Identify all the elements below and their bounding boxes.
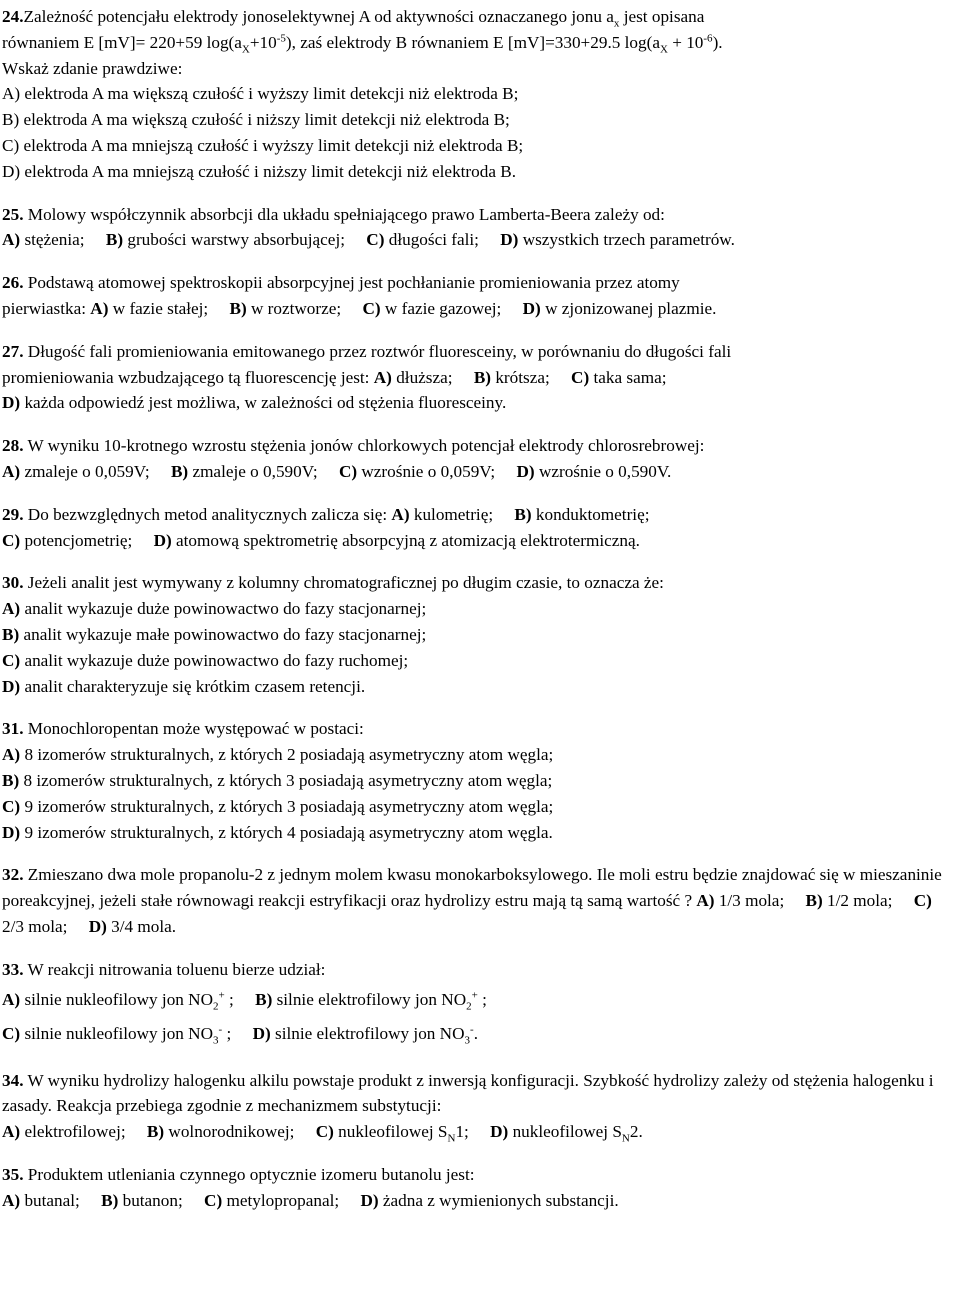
question-number: 25.	[2, 204, 24, 224]
answer-option-b: B) butanon;	[101, 1190, 183, 1210]
answer-option-a: A) silnie nukleofilowy jon $NO_2^+$ ;	[2, 988, 234, 1012]
question-text: Monochloropentan może występować w postaci:	[23, 719, 364, 739]
question-text: W reakcji nitrowania toluenu bierze udział:	[23, 959, 326, 979]
question-number: 28.	[2, 436, 24, 456]
question-27	[2, 339, 958, 416]
question-text: Jeżeli analit jest wymywany z kolumny chromatograficznej po długim czasie, to oznacza że:	[23, 573, 664, 593]
answer-option-b: B) 8 izomerów strukturalnych, z których 3 posiadają asymetryczny atom węgla;	[2, 770, 553, 790]
answer-options: promieniowania wzbudzającego tą fluorescencję jest: A) dłuższa; B) krótsza; C) taka sama;	[2, 367, 667, 387]
question-34	[2, 1068, 958, 1145]
answer-option-b: B) elektroda A ma większą czułość i niższy limit detekcji niż elektroda B;	[2, 110, 510, 130]
answer-option-b: B) zmaleje o 0,590V;	[170, 461, 318, 481]
question-text: Do bezwzględnych metod analitycznych zalicza się:	[23, 504, 392, 524]
answer-option-c: C) w fazie gazowej;	[362, 298, 502, 318]
answer-option-c: C) nukleofilowej $S_N1$;	[315, 1122, 469, 1145]
question-number: 27.	[2, 341, 24, 361]
answer-option-a: A) elektrofilowej;	[2, 1122, 126, 1142]
question-number: 29.	[2, 504, 24, 524]
answer-option-d: D) 3/4 mola.	[88, 916, 177, 936]
answer-option-d: D) żadna z wymienionych substancji.	[360, 1190, 619, 1210]
answer-options	[2, 1188, 958, 1214]
answer-option-b: B) silnie elektrofilowy jon $NO_2^+$ ;	[255, 988, 487, 1012]
answer-option-c: C) 9 izomerów strukturalnych, z których 3 posiadają asymetryczny atom węgla;	[2, 796, 554, 816]
question-prompt: Wskaż zdanie prawdziwe:	[2, 58, 183, 78]
answer-option-a: A) 8 izomerów strukturalnych, z których 2 posiadają asymetryczny atom węgla;	[2, 745, 554, 765]
answer-options	[2, 459, 958, 485]
question-33	[2, 957, 958, 1051]
answer-option-d: D) nukleofilowej $S_N2$.	[490, 1122, 643, 1145]
answer-option-b: B) krótsza;	[473, 367, 550, 387]
question-24	[2, 4, 958, 185]
question-29	[2, 502, 958, 554]
answer-options	[2, 528, 958, 554]
question-number: 30.	[2, 573, 24, 593]
answer-option-d: D) w zjonizowanej plazmie.	[522, 298, 717, 318]
answer-option-a: A) stężenia;	[2, 230, 85, 250]
question-25	[2, 202, 958, 254]
question-text: Zmieszano dwa mole propanolu-2 z jednym molem kwasu monokarboksylowego. Ile moli estru będzie znajdować się w mieszaninie poreakcyjnej, jeżeli stałe równowagi reakcji estryfikacji oraz hydrolizy estru mają tą samą wartość ?	[2, 865, 942, 911]
question-31	[2, 716, 958, 845]
answer-options	[2, 1017, 958, 1051]
question-24-line-2: równaniem E [mV]= 220+59 $\log(a_X+10^{-5})$, zaś elektrody B równaniem E [mV]=330+29.5 $\log(a_X + 10^{-6})$.	[2, 32, 723, 56]
answer-option-c: C) wzrośnie o 0,059V;	[338, 461, 496, 481]
question-30	[2, 570, 958, 699]
answer-option-a: A) analit wykazuje duże powinowactwo do fazy stacjonarnej;	[2, 599, 427, 619]
question-text: Molowy współczynnik absorbcji dla układu spełniającego prawo Lamberta-Beera zależy od:	[23, 204, 665, 224]
answer-option-b: B) konduktometrię;	[514, 504, 650, 524]
answer-option-c: C) elektroda A ma mniejszą czułość i wyższy limit detekcji niż elektroda B;	[2, 135, 524, 155]
question-24-line-1: 24.Zależność potencjału elektrody jonoselektywnej A od aktywności oznaczanego jonu $a_x$ jest opisana	[2, 7, 705, 30]
answer-option-a: A) w fazie stałej;	[90, 298, 209, 318]
answer-options	[2, 1119, 958, 1145]
answer-option-b: B) analit wykazuje małe powinowactwo do fazy stacjonarnej;	[2, 624, 427, 644]
question-number: 35.	[2, 1164, 24, 1184]
answer-option-c: C) analit wykazuje duże powinowactwo do fazy ruchomej;	[2, 650, 409, 670]
question-35	[2, 1162, 958, 1214]
question-text: Długość fali promieniowania emitowanego przez roztwór fluoresceiny, w porównaniu do długości fali	[23, 341, 732, 361]
answer-option-d: D) wszystkich trzech parametrów.	[500, 230, 735, 250]
question-32	[2, 862, 958, 939]
question-number: 33.	[2, 959, 24, 979]
answer-option-d: D) silnie elektrofilowy jon $NO_3^-$.	[252, 1022, 478, 1046]
answer-option-d: D) elektroda A ma mniejszą czułość i niższy limit detekcji niż elektroda B.	[2, 161, 517, 181]
answer-options	[2, 227, 958, 253]
answer-option-c: C) 2/3 mola;	[2, 891, 932, 936]
answer-option-c: C) metylopropanal;	[204, 1190, 340, 1210]
answer-option-d: D) atomową spektrometrię absorpcyjną z atomizacją elektrotermiczną.	[153, 530, 640, 550]
question-text: W wyniku 10-krotnego wzrostu stężenia jonów chlorkowych potencjał elektrody chlorosrebrowej:	[23, 436, 705, 456]
answer-option-c: C) taka sama;	[571, 367, 667, 387]
answer-option-a: A) dłuższa;	[373, 367, 453, 387]
question-text: W wyniku hydrolizy halogenku alkilu powstaje produkt z inwersją konfiguracji. Szybkość hydrolizy zależy od stężenia halogenku i zasady. Reakcja przebiega zgodnie z mechanizmem substytucji:	[2, 1070, 934, 1116]
question-text: Podstawą atomowej spektroskopii absorpcyjnej jest pochłanianie promieniowania przez atomy	[23, 273, 680, 293]
answer-option-c: C) potencjometrię;	[2, 530, 133, 550]
answer-option-d: D) wzrośnie o 0,590V.	[516, 461, 672, 481]
question-number: 26.	[2, 273, 24, 293]
answer-option-b: B) w roztworze;	[229, 298, 342, 318]
answer-options: pierwiastka: A) w fazie stałej; B) w roztworze; C) w fazie gazowej; D) w zjonizowanej plazmie.	[2, 298, 717, 318]
answer-option-a: A) elektroda A ma większą czułość i wyższy limit detekcji niż elektroda B;	[2, 84, 519, 104]
answer-option-a: A) kulometrię;	[391, 504, 494, 524]
answer-option-a: A) zmaleje o 0,059V;	[2, 461, 150, 481]
answer-options	[2, 983, 958, 1017]
answer-option-b: B) 1/2 mola;	[805, 891, 893, 911]
question-number: 24.	[2, 7, 24, 26]
question-text: Produktem utleniania czynnego optycznie izomeru butanolu jest:	[23, 1164, 475, 1184]
question-number: 32.	[2, 865, 24, 885]
answer-option-a: A) 1/3 mola;	[696, 891, 785, 911]
answer-option-d: D) analit charakteryzuje się krótkim czasem retencji.	[2, 676, 366, 696]
answer-option-a: A) butanal;	[2, 1190, 80, 1210]
question-26	[2, 270, 958, 322]
answer-option-d: D) każda odpowiedź jest możliwa, w zależności od stężenia fluoresceiny.	[2, 393, 507, 413]
question-number: 31.	[2, 719, 24, 739]
question-28	[2, 433, 958, 485]
answer-option-b: B) grubości warstwy absorbującej;	[105, 230, 345, 250]
answer-option-c: C) silnie nukleofilowy jon $NO_3^-$ ;	[2, 1022, 232, 1046]
answer-option-d: D) 9 izomerów strukturalnych, z których 4 posiadają asymetryczny atom węgla.	[2, 822, 553, 842]
answer-option-b: B) wolnorodnikowej;	[146, 1122, 295, 1142]
question-number: 34.	[2, 1070, 24, 1090]
answer-option-c: C) długości fali;	[366, 230, 479, 250]
